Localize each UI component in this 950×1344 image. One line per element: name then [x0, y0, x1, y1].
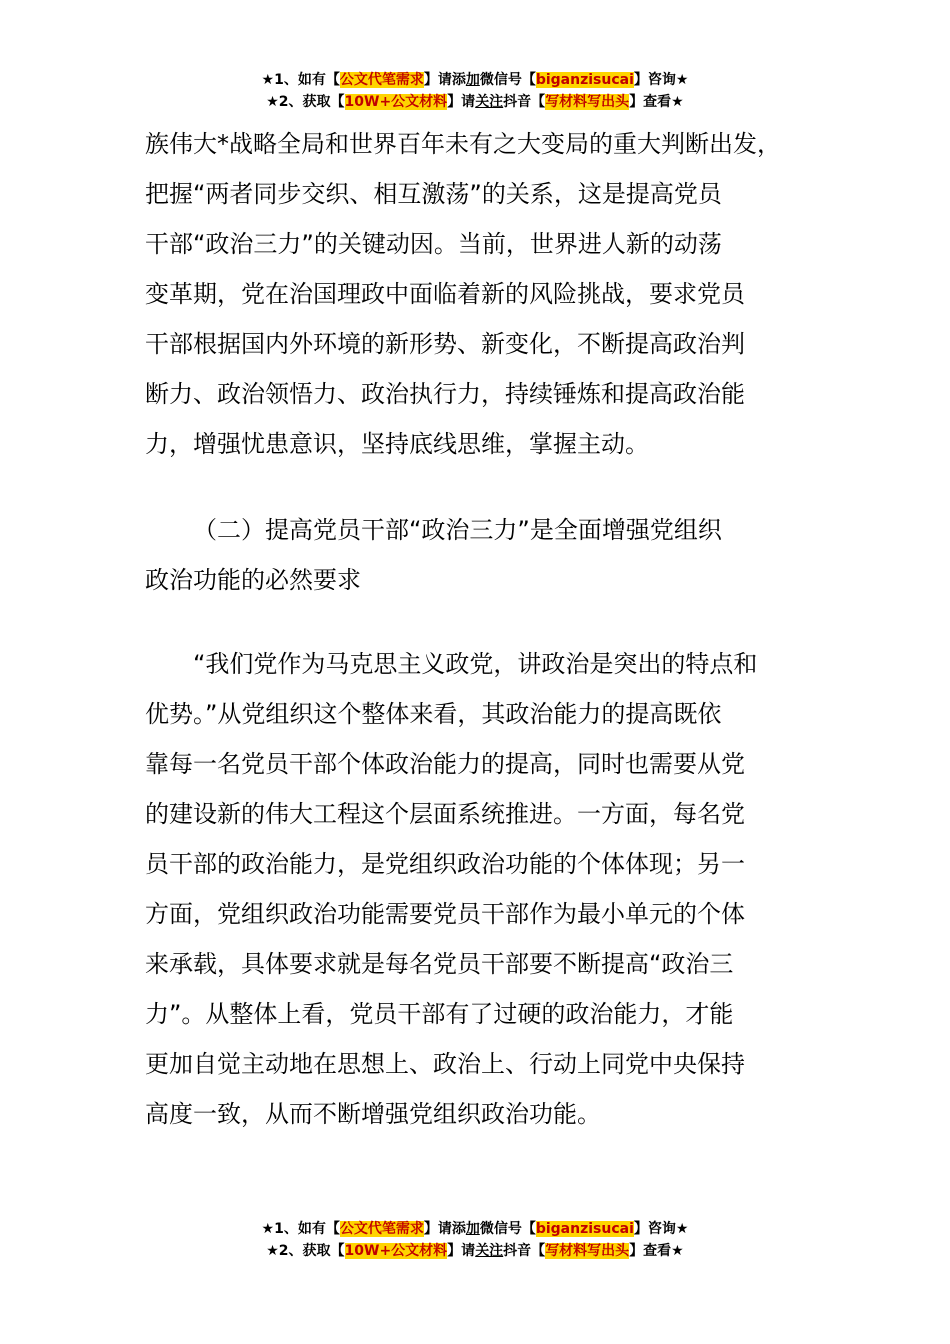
banner-text: 抖音【: [503, 1243, 546, 1259]
text-line: 高度一致，从而不断增强党组织政治功能。: [145, 1100, 601, 1128]
text-line: 更加自觉主动地在思想上、政治上、行动上同党中央保持: [145, 1050, 745, 1078]
text-line: 员干部的政治能力，是党组织政治功能的个体体现；另一: [145, 850, 745, 878]
text-line: 把握“两者同步交织、相互激荡”的关系，这是提高党员: [145, 180, 722, 208]
banner-underlined-text: 关注: [475, 1243, 504, 1259]
banner-line-2: [0, 1240, 950, 1262]
text-line: “我们党作为马克思主义政党，讲政治是突出的特点和: [193, 650, 758, 678]
banner-line-1: [0, 69, 950, 91]
banner-text: ★2、获取【: [266, 1243, 345, 1259]
banner-text: 】查看★: [629, 94, 684, 110]
banner-text: 】请添: [423, 72, 466, 88]
heading-line: （二）提高党员干部“政治三力”是全面增强党组织: [193, 516, 722, 544]
banner-underlined-text: 关注: [475, 94, 504, 110]
banner-text: 】咨询★: [633, 72, 689, 88]
banner-highlight: 公文代笔需求: [339, 72, 424, 88]
paragraph-1: [145, 119, 825, 469]
paragraph-2: [145, 639, 825, 1139]
banner-line-2: [0, 91, 950, 113]
banner-douyin-id: 写材料写出头: [545, 1243, 630, 1259]
banner-text: 】请添: [423, 1221, 466, 1237]
banner-text: 】请: [447, 1243, 476, 1259]
banner-text: 抖音【: [503, 94, 546, 110]
header-banner: [0, 69, 950, 113]
footer-banner: [0, 1218, 950, 1262]
banner-highlight: 10W+公文材料: [344, 1243, 448, 1259]
text-line: 变革期，党在治国理政中面临着新的风险挑战，要求党员: [145, 280, 745, 308]
text-line: 族伟大*战略全局和世界百年未有之大变局的重大判断出发，: [145, 130, 781, 158]
banner-underlined-text: 加: [465, 72, 480, 88]
text-line: 力，增强忧患意识，坚持底线思维，掌握主动。: [145, 430, 649, 458]
banner-text: 】请: [447, 94, 476, 110]
text-line: 干部根据国内外环境的新形势、新变化，不断提高政治判: [145, 330, 745, 358]
text-line: 的建设新的伟大工程这个层面系统推进。一方面，每名党: [145, 800, 745, 828]
banner-text: ★1、如有【: [261, 72, 340, 88]
banner-douyin-id: 写材料写出头: [545, 94, 630, 110]
heading-line: 政治功能的必然要求: [145, 566, 361, 594]
banner-wechat-id: biganzisucai: [535, 1221, 634, 1237]
text-line: 力”。从整体上看，党员干部有了过硬的政治能力，才能: [145, 1000, 734, 1028]
text-line: 来承载，具体要求就是每名党员干部要不断提高“政治三: [145, 950, 734, 978]
banner-text: 微信号【: [479, 1221, 536, 1237]
banner-underlined-text: 加: [465, 1221, 480, 1237]
text-line: 干部“政治三力”的关键动因。当前，世界进人新的动荡: [145, 230, 722, 258]
banner-text: ★1、如有【: [261, 1221, 340, 1237]
banner-wechat-id: biganzisucai: [535, 72, 634, 88]
banner-text: 】查看★: [629, 1243, 684, 1259]
banner-highlight: 公文代笔需求: [339, 1221, 424, 1237]
banner-highlight: 10W+公文材料: [344, 94, 448, 110]
banner-text: 】咨询★: [633, 1221, 689, 1237]
text-line: 靠每一名党员干部个体政治能力的提高，同时也需要从党: [145, 750, 745, 778]
text-line: 断力、政治领悟力、政治执行力，持续锤炼和提高政治能: [145, 380, 745, 408]
section-heading: [145, 505, 825, 605]
text-line: 优势。”从党组织这个整体来看，其政治能力的提高既依: [145, 700, 722, 728]
banner-text: ★2、获取【: [266, 94, 345, 110]
text-line: 方面，党组织政治功能需要党员干部作为最小单元的个体: [145, 900, 745, 928]
banner-line-1: [0, 1218, 950, 1240]
banner-text: 微信号【: [479, 72, 536, 88]
